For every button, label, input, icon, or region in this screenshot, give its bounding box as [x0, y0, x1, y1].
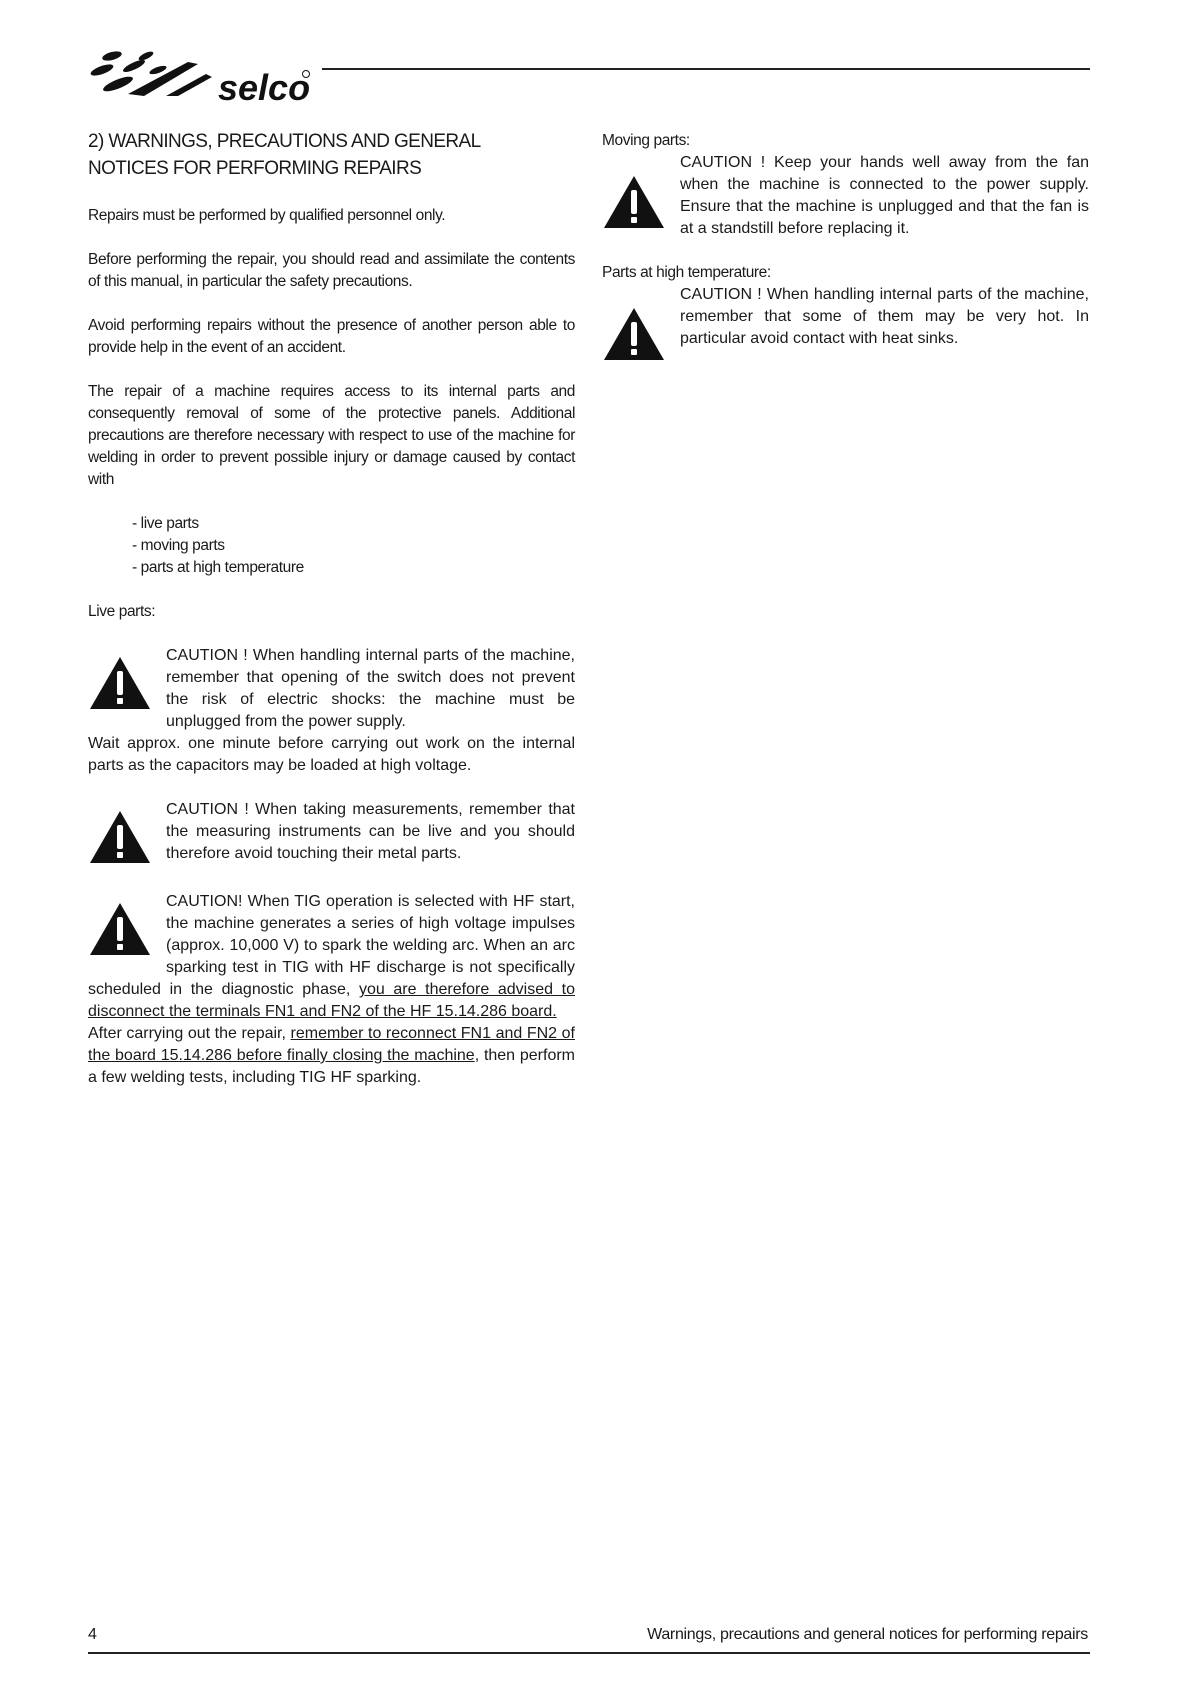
warning-triangle-icon [88, 809, 152, 865]
caution-live-after: Wait approx. one minute before carrying out work on the internal parts as the capacitors may be loaded at high voltage. [88, 735, 575, 774]
list-item: - moving parts [132, 537, 225, 554]
caution-tig-underlined-2: remember to reconnect FN1 and FN2 of the board 15.14.286 before finally closing the machine [88, 1025, 575, 1064]
paragraph-another-person: Avoid performing repairs without the presence of another person able to provide help in the event of an accident. [88, 317, 575, 356]
high-temp-label: Parts at high temperature: [602, 264, 771, 281]
footer-rule [88, 1652, 1090, 1654]
warning-triangle-icon [88, 655, 152, 711]
right-column [602, 130, 1089, 350]
caution-tig-text-b: After carrying out the repair, [88, 1025, 291, 1042]
caution-temp-text: CAUTION ! When handling internal parts of the machine, remember that some of them may be very hot. In particular avoid contact with heat sinks. [680, 286, 1089, 347]
caution-measure-text: CAUTION ! When taking measurements, remember that the measuring instruments can be live and you should therefore avoid touching their metal parts. [166, 801, 575, 862]
warning-triangle-icon [602, 306, 666, 362]
paragraph-internal-access: The repair of a machine requires access to its internal parts and consequently removal of some of the protective panels. Additional precautions are therefore necessary with respect to use of the machine for welding in order to prevent possible injury or damage caused by contact with [88, 383, 575, 488]
list-item: - live parts [132, 515, 199, 532]
caution-measurements [88, 799, 575, 869]
list-item: - parts at high temperature [132, 559, 304, 576]
section-title [88, 128, 575, 182]
caution-high-temperature [602, 284, 1089, 350]
moving-parts-label: Moving parts: [602, 132, 690, 149]
selco-logo [88, 44, 313, 108]
brand-text: selco [218, 67, 311, 108]
left-column [88, 128, 575, 1089]
live-parts-label: Live parts: [88, 603, 156, 620]
footer-title: Warnings, precautions and general notices for performing repairs [647, 1626, 1088, 1643]
caution-tig-text-a: CAUTION! When TIG operation is selected with HF start, the machine generates a series of high voltage impulses (approx. 10,000 V) to spark the welding arc. When an arc sparking test in TIG with HF discharge is not specifically scheduled in the diagnostic phase, [88, 893, 575, 998]
caution-tig-text-c: , then perform a few welding tests, including TIG HF sparking. [88, 1047, 575, 1086]
caution-live-text: CAUTION ! When handling internal parts of the machine, remember that opening of the switch does not prevent the risk of electric shocks: the machine must be unplugged from the power supply. [166, 647, 575, 730]
page-footer [88, 1626, 1088, 1650]
caution-moving-text: CAUTION ! Keep your hands well away from the fan when the machine is connected to the power supply. Ensure that the machine is unplugged and that the fan is at a standstill before replacing it. [680, 154, 1089, 237]
paragraph-read-manual: Before performing the repair, you should read and assimilate the contents of this manual, in particular the safety precautions. [88, 251, 575, 290]
hazard-list [132, 513, 575, 579]
warning-triangle-icon [88, 901, 152, 957]
title-line-1: 2) WARNINGS, PRECAUTIONS AND GENERAL [88, 131, 481, 152]
title-line-2: NOTICES FOR PERFORMING REPAIRS [88, 158, 422, 179]
page-number: 4 [88, 1626, 97, 1643]
header-rule [322, 68, 1090, 70]
caution-tig-underlined-1: you are therefore advised to disconnect the terminals FN1 and FN2 of the HF 15.14.286 board. [88, 981, 576, 1020]
caution-tig-hf [88, 891, 575, 1089]
caution-live-parts [88, 645, 575, 777]
caution-moving-parts [602, 152, 1089, 240]
paragraph-qualified: Repairs must be performed by qualified personnel only. [88, 207, 446, 224]
warning-triangle-icon [602, 174, 666, 230]
